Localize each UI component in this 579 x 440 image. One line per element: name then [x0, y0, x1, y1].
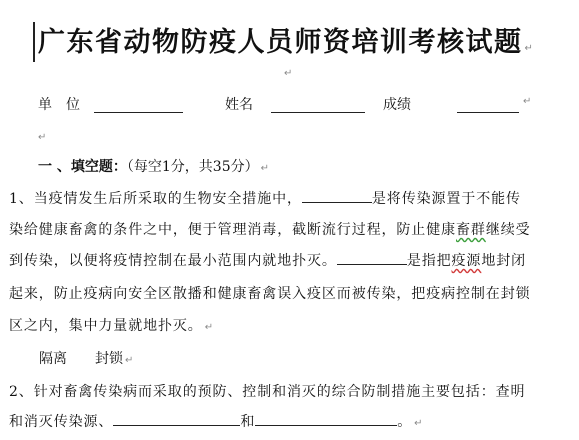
- name-label: 姓名: [225, 97, 253, 113]
- question-2-line-2: [9, 411, 423, 431]
- unit-label: 单 位: [38, 97, 80, 113]
- title-text: 广东省动物防疫人员师资培训考核试题: [38, 27, 523, 58]
- question-1-line-4: 起来，防止疫病向安全区散播和健康畜禽误入疫区而被传染，把疫病控制在封锁: [9, 286, 531, 302]
- paragraph-mark-icon: ↵: [524, 43, 533, 54]
- paragraph-mark-icon: ↵: [284, 68, 293, 79]
- q1-text-flagged: 畜群: [456, 222, 486, 238]
- q1-text: 到传染，以便将疫情控制在最小范围内就地扑灭。: [9, 253, 337, 269]
- section-title: 一 、填空题：: [38, 159, 127, 175]
- q1-text: 是将传染源置于不能传: [371, 191, 521, 207]
- question-2-line-1: 2、针对畜禽传染病而采取的预防、控制和消灭的综合防制措施主要包括：查明: [9, 384, 526, 400]
- q1-blank-1[interactable]: [302, 188, 372, 203]
- q1-text: 地封闭: [481, 253, 527, 269]
- question-1-line-5: [9, 315, 213, 335]
- paragraph-mark-icon: ↵: [414, 418, 423, 429]
- q1-text: 继续受: [485, 222, 531, 238]
- section-heading: [38, 156, 269, 176]
- paragraph-mark-icon: ↵: [125, 355, 134, 366]
- q1-text: 1、当疫情发生后所采取的生物安全措施中，: [9, 191, 302, 207]
- q2-blank-2[interactable]: [255, 411, 397, 426]
- question-1-line-2: [9, 219, 531, 239]
- unit-field[interactable]: [94, 112, 183, 113]
- header-fields: [38, 94, 568, 116]
- q2-blank-1[interactable]: [113, 411, 240, 426]
- paragraph-mark-icon: ↵: [523, 96, 532, 107]
- score-label: 成绩: [383, 97, 411, 113]
- question-1-line-3: [9, 250, 526, 270]
- q1-text: 是指把: [406, 253, 452, 269]
- score-field[interactable]: [457, 112, 519, 113]
- q2-text: 和: [240, 414, 256, 430]
- answer-text: 隔离 封锁: [39, 351, 123, 367]
- paragraph-mark-icon: ↵: [260, 163, 269, 174]
- q2-text: 和消灭传染源、: [9, 414, 114, 430]
- page-title: [38, 20, 533, 59]
- q1-text-flagged: 疫源: [451, 253, 482, 269]
- paragraph-mark-icon: ↵: [38, 132, 47, 143]
- text-cursor: [33, 22, 35, 62]
- q1-text: 区之内，集中力量就地扑灭。: [9, 318, 203, 334]
- name-field[interactable]: [271, 112, 365, 113]
- q2-text: 。: [397, 414, 413, 430]
- question-1-answer: [39, 348, 133, 368]
- q1-text: 染给健康畜禽的条件之中，便于管理消毒，截断流行过程，防止健康: [9, 222, 456, 238]
- paragraph-mark-icon: ↵: [204, 322, 214, 333]
- section-scoring-note: （每空1分，共35分）: [126, 159, 259, 175]
- q1-blank-2[interactable]: [337, 250, 407, 265]
- question-1-line-1: [9, 188, 521, 208]
